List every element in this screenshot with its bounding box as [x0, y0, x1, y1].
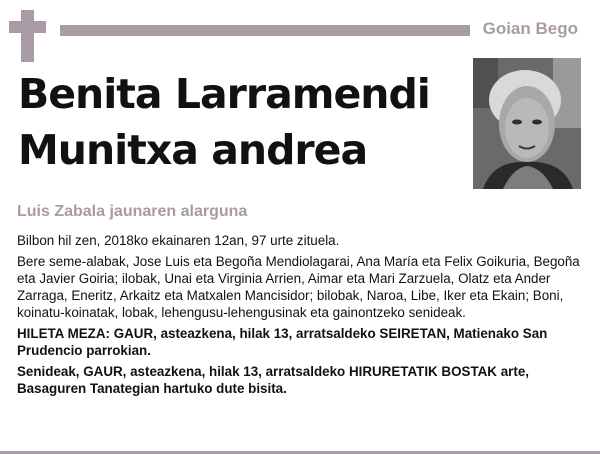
- visit-paragraph: Senideak, GAUR, asteazkena, hilak 13, arratsaldeko HIRURETATIK BOSTAK arte, Basaguren Tanategian hartuko dute bisita.: [17, 364, 529, 396]
- cross-vertical-bar: [21, 10, 34, 62]
- obituary-body: [17, 232, 583, 401]
- portrait-illustration: [473, 58, 581, 189]
- death-notice-paragraph: Bilbon hil zen, 2018ko ekainaren 12an, 97 urte zituela.: [17, 233, 340, 248]
- name-line-2: Munitxa andrea: [18, 126, 368, 174]
- locality-label: Goian Bego: [482, 19, 578, 38]
- deceased-name: [18, 66, 458, 178]
- name-line-1: Benita Larramendi: [18, 70, 430, 118]
- family-paragraph: Bere seme-alabak, Jose Luis eta Begoña Mendiolagarai, Ana María eta Felix Goikuria, Begoña eta Javier Goiria; ilobak, Unai eta Virginia Arrien, Aimar eta Mari Zarzuela, Olatz eta Ander Zarraga, Eneritz, Arkaitz eta Matxalen Mancisidor; bilobak, Naroa, Libe, Iker eta Ekain; Boni, koinatu-koinatak, lobak, lehengusu-lehengusinak eta gainontzeko senideak.: [17, 254, 580, 320]
- header-rule: [60, 25, 470, 36]
- cross-horizontal-bar: [9, 21, 46, 33]
- subtitle-spouse: Luis Zabala jaunaren alarguna: [17, 203, 248, 220]
- portrait-photo: [473, 58, 581, 189]
- funeral-paragraph: HILETA MEZA: GAUR, asteazkena, hilak 13, arratsaldeko SEIRETAN, Matienako San Prudencio parrokian.: [17, 326, 548, 358]
